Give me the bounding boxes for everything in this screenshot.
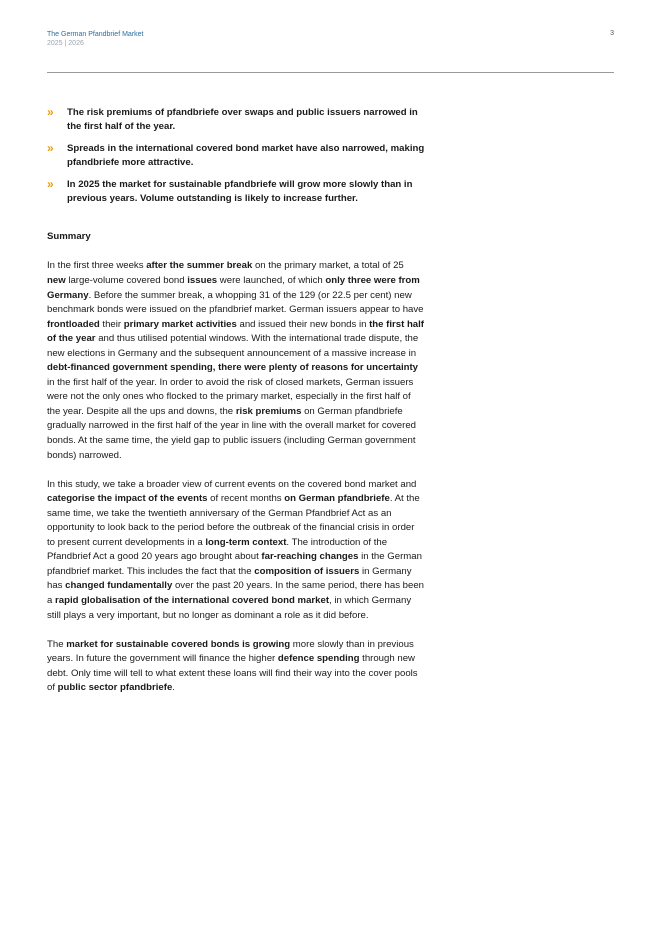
text-run: their (99, 318, 124, 330)
text-run: were launched, of which (217, 274, 326, 286)
text-run: In this study, we take a broader view of current events on the covered bond market and (47, 478, 417, 490)
bold-text: far-reaching changes (261, 551, 359, 563)
bold-text: new (47, 274, 66, 286)
text-run: The (47, 638, 67, 650)
key-point (47, 142, 425, 171)
bold-text: on German pfandbriefe (284, 493, 390, 505)
key-points-list (47, 106, 425, 206)
key-point (47, 178, 425, 207)
key-point (47, 106, 425, 135)
key-point-text: In 2025 the market for sustainable pfandbriefe will grow more slowly than in previous years. Volume outstanding is likely to increase further. (67, 178, 413, 205)
main-content (47, 106, 425, 710)
summary-paragraph (47, 478, 425, 623)
bold-text: debt-financed government spending, there were plenty of reasons for uncertainty (47, 362, 419, 374)
key-point-text: The risk premiums of pfandbriefe over swaps and public issuers narrowed in the first half of the year. (67, 107, 418, 133)
text-run: more slowly than in previous years. In future the government will finance the higher (47, 638, 414, 665)
bold-text: long-term context (205, 536, 287, 548)
double-chevron-icon: » (47, 105, 54, 119)
bold-text: composition of issuers (254, 565, 360, 577)
bold-text: issues (187, 274, 218, 286)
text-run: of recent months (207, 493, 285, 505)
bold-text: primary market activities (123, 318, 237, 330)
summary-heading: Summary (47, 231, 91, 243)
text-run: large-volume covered bond (65, 274, 188, 286)
text-run: in Germany has (47, 565, 412, 592)
text-run: . Before the summer break, a whopping 31 of the 129 (or 22.5 per cent) new benchmark bonds were issued on the pfandbrief market. German issuers appear to have (47, 289, 424, 316)
text-run: . At the same time, we take the twentieth anniversary of the German Pfandbrief Act as an opportunity to look back to the period before the outbreak of the financial crisis in order to present current developments in a (47, 493, 420, 548)
summary-paragraph (47, 638, 425, 696)
text-run: In the first three weeks (47, 260, 147, 272)
text-run: , in which Germany still plays a very important, but no longer as dominant a role as it did before. (47, 594, 412, 621)
text-run: . The introduction of the Pfandbrief Act a good 20 years ago brought about (47, 536, 388, 563)
bold-text: defence spending (277, 653, 360, 665)
text-run: and issued their new bonds in (236, 318, 370, 330)
text-run: through new debt. Only time will tell to what extent these loans will find their way into the cover pools of (47, 653, 418, 694)
page-header (47, 30, 144, 48)
key-point-text: Spreads in the international covered bond market have also narrowed, making pfandbriefe more attractive. (67, 142, 425, 169)
bold-text: after the summer break (146, 260, 253, 272)
text-run: on German pfandbriefe gradually narrowed in the first half of the year in line with the overall market for covered bonds. At the same time, the yield gap to public issuers (including German government bonds) narrowed. (47, 405, 417, 461)
summary-paragraph (47, 259, 425, 463)
document-title: The German Pfandbrief Market (47, 31, 144, 38)
text-run: on the primary market, a total of 25 (252, 260, 404, 272)
text-run: . (172, 682, 175, 694)
text-run: over the past 20 years. In the same period, there has been a (47, 580, 425, 606)
bold-text: only three were from Germany (47, 274, 420, 301)
bold-text: categorise the impact of the events (47, 493, 208, 505)
bold-text: risk premiums (235, 405, 302, 417)
text-run: and thus utilised potential windows. With the international trade dispute, the new elections in Germany and the subsequent announcement of a massive increase in (47, 333, 419, 359)
header-divider (47, 72, 614, 73)
bold-text: rapid globalisation of the international covered bond market (55, 594, 330, 606)
bold-text: market for sustainable covered bonds is growing (66, 638, 291, 650)
bold-text: frontloaded (47, 318, 100, 330)
bold-text: the first half of the year (47, 318, 424, 345)
bold-text: changed fundamentally (65, 580, 173, 592)
bold-text: public sector pfandbriefe (57, 682, 173, 694)
double-chevron-icon: » (47, 176, 54, 191)
text-run: in the German pfandbrief market. This includes the fact that the (47, 551, 422, 577)
text-run: in the first half of the year. In order to avoid the risk of closed markets, German issuers were not the only ones who flocked to the primary market, especially in the first half of the year. Despite all the ups and downs, the (47, 376, 414, 417)
double-chevron-icon: » (47, 140, 54, 155)
page-number: 3 (610, 30, 614, 37)
document-year: 2025 | 2026 (47, 40, 84, 47)
